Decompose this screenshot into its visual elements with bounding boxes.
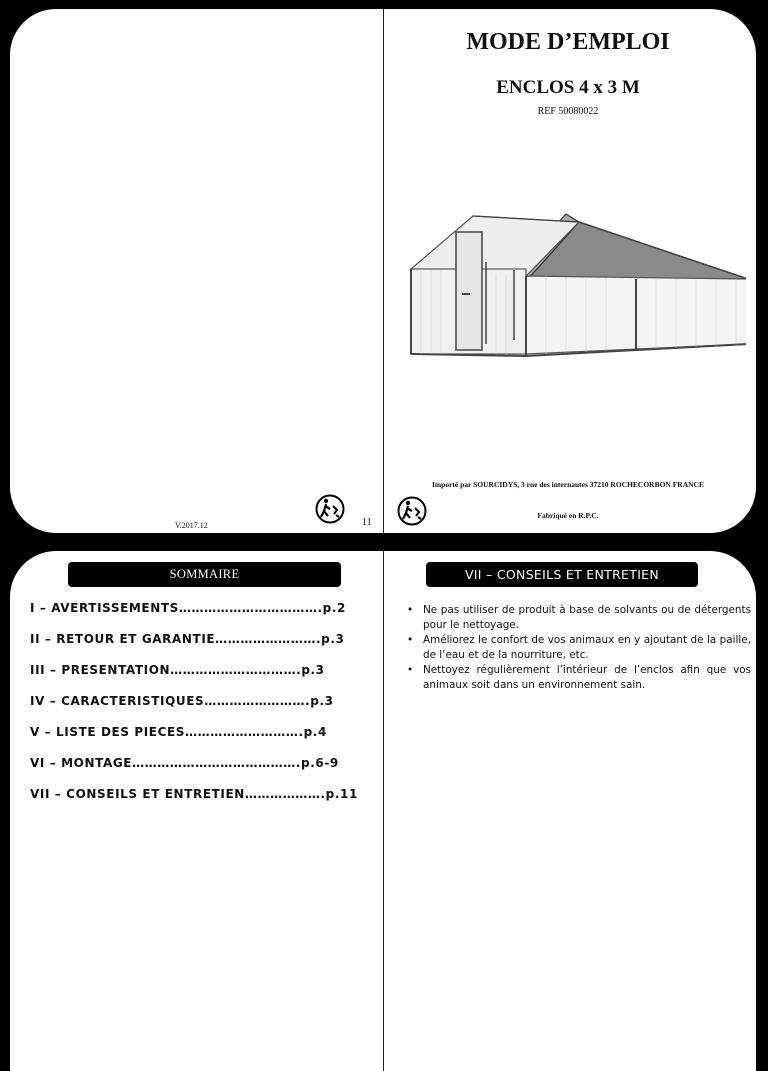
care-header: VII – CONSEILS ET ENTRETIEN <box>426 562 698 587</box>
importer-address: Importé par SOURCIDYS, 3 rue des internautes 37210 ROCHECORBON FRANCE <box>432 480 704 489</box>
toc-entry: V – LISTE DES PIECES……………………….p.4 <box>30 725 327 739</box>
content-sheet <box>10 551 756 1071</box>
summary-header: SOMMAIRE <box>68 562 341 587</box>
care-tips-list <box>403 603 751 693</box>
toc-entry: IV – CARACTERISTIQUES…………………….p.3 <box>30 694 334 708</box>
triman-recycling-icon <box>397 496 427 526</box>
toc-entry: II – RETOUR ET GARANTIE…………………….p.3 <box>30 632 345 646</box>
page-number: 11 <box>362 517 372 528</box>
toc-entry: III – PRESENTATION………………………….p.3 <box>30 663 325 677</box>
made-in-label: Fabriqué en R.P.C. <box>537 511 599 520</box>
toc-entry: I – AVERTISSEMENTS…………………………….p.2 <box>30 601 346 615</box>
page-fold <box>383 551 384 1071</box>
page-fold <box>383 9 384 533</box>
manual-title: MODE D’EMPLOI <box>466 29 670 55</box>
product-name: ENCLOS 4 x 3 M <box>496 77 640 98</box>
cover-sheet <box>10 9 756 533</box>
care-tip: • Améliorez le confort de vos animaux en y ajoutant de la paille, de l’eau et de la nourriture, etc. <box>403 633 751 663</box>
care-tip: • Ne pas utiliser de produit à base de solvants ou de détergents pour le nettoyage. <box>403 603 751 633</box>
enclosure-illustration <box>396 204 746 374</box>
toc-entry: VI – MONTAGE………………………………….p.6-9 <box>30 756 339 770</box>
table-of-contents <box>30 601 375 818</box>
toc-entry: VII – CONSEILS ET ENTRETIEN……………….p.11 <box>30 787 358 801</box>
version-label: V.2017.12 <box>175 521 208 530</box>
care-tip: • Nettoyez régulièrement l’intérieur de l’enclos afin que vos animaux soit dans un environnement sain. <box>403 663 751 693</box>
triman-recycling-icon <box>315 494 345 524</box>
product-reference: REF 50080022 <box>537 106 599 117</box>
